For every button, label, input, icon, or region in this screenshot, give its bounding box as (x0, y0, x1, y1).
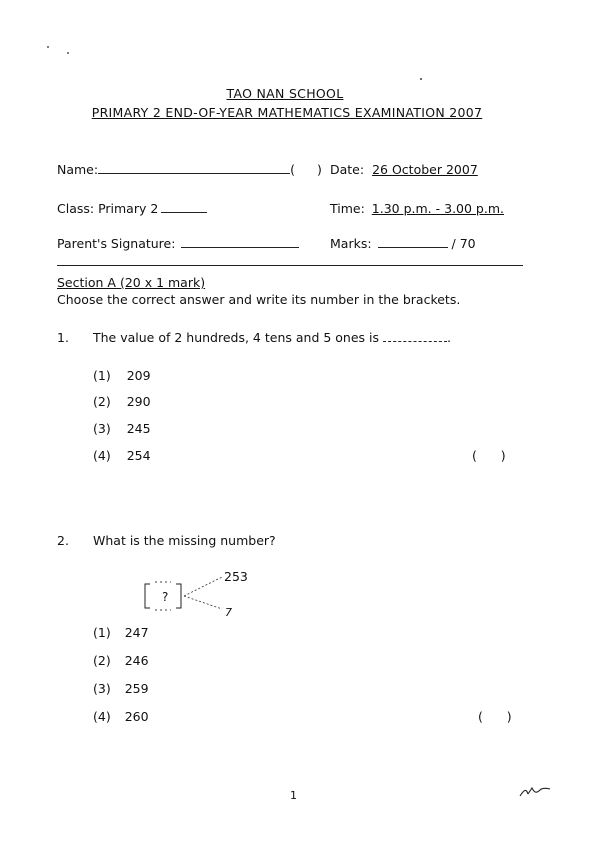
q1-option-2 (93, 394, 151, 409)
q1-option-4 (93, 448, 151, 463)
handwritten-mark (518, 782, 552, 806)
q2-answer-bracket[interactable]: ( ) (478, 709, 512, 724)
time-value: 1.30 p.m. - 3.00 p.m. (371, 201, 504, 216)
exam-title: PRIMARY 2 END-OF-YEAR MATHEMATICS EXAMINATION 2007 (91, 105, 483, 120)
date-label: Date: (330, 162, 365, 177)
option-label: (3) (93, 421, 111, 436)
marks-label: Marks: (330, 236, 372, 251)
section-title: Section A (20 x 1 mark) (57, 275, 206, 290)
option-label: (1) (93, 368, 111, 383)
q2-option-3 (93, 681, 149, 696)
question-1-number: 1. (57, 330, 69, 345)
option-value: 259 (124, 681, 149, 696)
name-field (57, 162, 322, 177)
q2-option-4 (93, 709, 149, 724)
option-value: 260 (124, 709, 149, 724)
option-label: (4) (93, 448, 111, 463)
marks-total: / 70 (451, 236, 476, 251)
header-divider (57, 265, 523, 266)
name-label: Name: (57, 162, 99, 177)
section-instruction: Choose the correct answer and write its number in the brackets. (57, 292, 461, 307)
option-label: (2) (93, 394, 111, 409)
time-label: Time: (330, 201, 365, 216)
date-value: 26 October 2007 (372, 162, 478, 177)
option-value: 247 (124, 625, 149, 640)
question-2-text: What is the missing number? (93, 533, 276, 548)
option-value: 209 (126, 368, 151, 383)
option-label: (2) (93, 653, 111, 668)
time-field (330, 201, 504, 216)
question-1: The value of 2 hundreds, 4 tens and 5 ones is . (93, 330, 451, 345)
option-label: (4) (93, 709, 111, 724)
option-label: (1) (93, 625, 111, 640)
missing-number-box: ? (162, 590, 169, 604)
option-value: 254 (126, 448, 151, 463)
question-2-number: 2. (57, 533, 69, 548)
signature-blank (181, 237, 299, 248)
q2-option-1 (93, 625, 149, 640)
index-bracket-open: ( (290, 162, 295, 177)
q1-option-1 (93, 368, 151, 383)
marks-blank (378, 237, 448, 248)
date-field (330, 162, 478, 177)
signature-field (57, 236, 299, 251)
question-1-answer-blank (383, 331, 447, 342)
branch-top-value: 253 (224, 569, 248, 584)
class-label: Class: Primary 2 (57, 201, 159, 216)
option-value: 246 (124, 653, 149, 668)
option-value: 290 (126, 394, 151, 409)
class-field (57, 201, 207, 216)
option-label: (3) (93, 681, 111, 696)
option-value: 245 (126, 421, 151, 436)
signature-label: Parent's Signature: (57, 236, 176, 251)
school-name: TAO NAN SCHOOL (226, 86, 344, 101)
name-blank (98, 163, 290, 174)
page-number: 1 (290, 789, 297, 802)
q1-option-3 (93, 421, 151, 436)
index-bracket-close: ) (316, 162, 322, 177)
class-blank (161, 202, 207, 213)
question-1-text: The value of 2 hundreds, 4 tens and 5 ones is (93, 330, 380, 345)
q1-answer-bracket[interactable]: ( ) (472, 448, 506, 463)
branch-bottom-value: 7 (225, 606, 232, 619)
marks-field (330, 236, 476, 251)
q2-option-2 (93, 653, 149, 668)
